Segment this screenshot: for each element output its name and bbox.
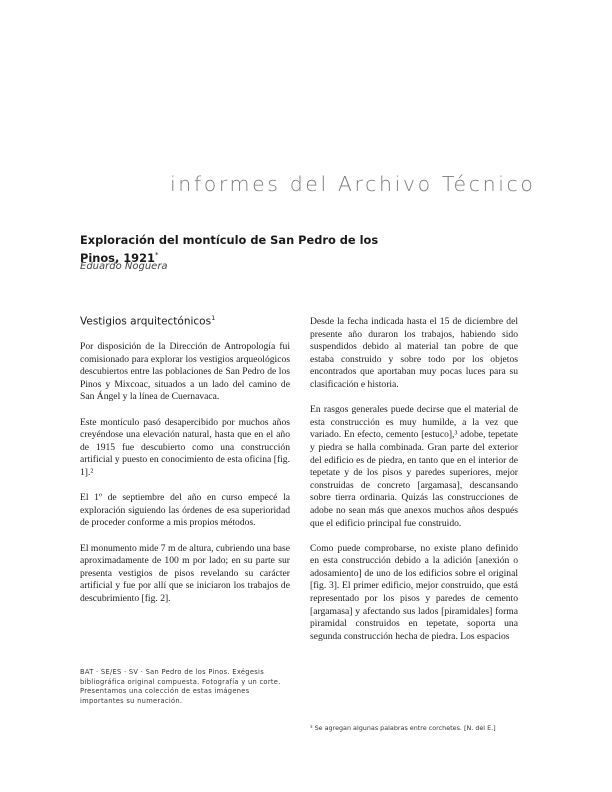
body-paragraph: Este montículo pasó desapercibido por muchos años creyéndose una elevación natural, hasta que en el año de 1915 fue descubierto como una construcción artificial y puesto en conocimiento de esta oficina [fig. 1].² — [80, 416, 290, 478]
section-heading-marker: 1 — [211, 314, 216, 322]
article-title-text: Exploración del montículo de San Pedro de los Pinos, 1921 — [80, 233, 379, 265]
body-paragraph: Desde la fecha indicada hasta el 15 de diciembre del presente año duraron los trabajos, habiendo sido suspendidos debido al material tan pobre de que estaba construido y sobre todo por los objetos encontrados que aportaban muy pocas luces para su clasificación e historia. — [310, 316, 518, 390]
article-title-marker: * — [154, 251, 159, 259]
body-paragraph: Como puede comprobarse, no existe plano definido en esta construcción debido a la adición [anexión o adosamiento] de uno de los edificios sobre el original [fig. 3]. El primer edificio, mejor construido, que está representado por los pisos y paredes de cemento [argamasa] y afectando sus lados [piramidales] forma piramidal construidos en tepetate, soporta una segunda construcción hecha de piedra. Los espacios — [310, 542, 518, 642]
body-paragraph: El 1º de septiembre del año en curso empecé la exploración siguiendo las órdenes de esa superioridad de proceder conforme a mis propios métodos. — [80, 492, 290, 529]
article-author: Eduardo Noguera — [80, 261, 168, 272]
body-paragraph: Por disposición de la Dirección de Antropología fui comisionado para explorar los vestigios arqueológicos descubiertos entre las poblaciones de San Pedro de los Pinos y Mixcoac, situados a un lado del camino de San Ángel y la línea de Cuernavaca. — [80, 341, 290, 403]
body-paragraph: El monumento mide 7 m de altura, cubriendo una base aproximadamente de 100 m por lado; en su parte sur presenta vestigios de pisos revelando su carácter artificial y fue por allí que se iniciaron los trabajos de descubrimiento [fig. 2]. — [80, 542, 290, 604]
figure-caption: BAT · SE/ES · SV · San Pedro de los Pinos. Exégesis bibliográfica original compuesta. Fotografía y un corte. Presentamos una colección de estas imágenes importantes su numeración. — [80, 668, 281, 705]
section-title: informes del Archivo Técnico — [170, 172, 536, 196]
footnote: ³ Se agregan algunas palabras entre corchetes. [N. del E.] — [310, 724, 496, 732]
section-heading-text: Vestigios arquitectónicos — [80, 315, 212, 328]
body-paragraph: En rasgos generales puede decirse que el material de esta construcción es muy humilde, a la vez que variado. En efecto, cemento [estuco],³ adobe, tepetate y piedra se halla combinada. Gran parte del exterior del edificio es de piedra, en tanto que en el interior de tepetate y de los pisos y paredes superiores, mejor construidas de concreto [argamasa], descansando sobre tierra ordinaria. Quizás las construcciones de adobe no sean más que anexos muchos años después que el edificio principal fue construido. — [310, 404, 518, 529]
section-heading — [80, 314, 215, 328]
right-column — [310, 316, 518, 656]
left-column — [80, 341, 290, 618]
